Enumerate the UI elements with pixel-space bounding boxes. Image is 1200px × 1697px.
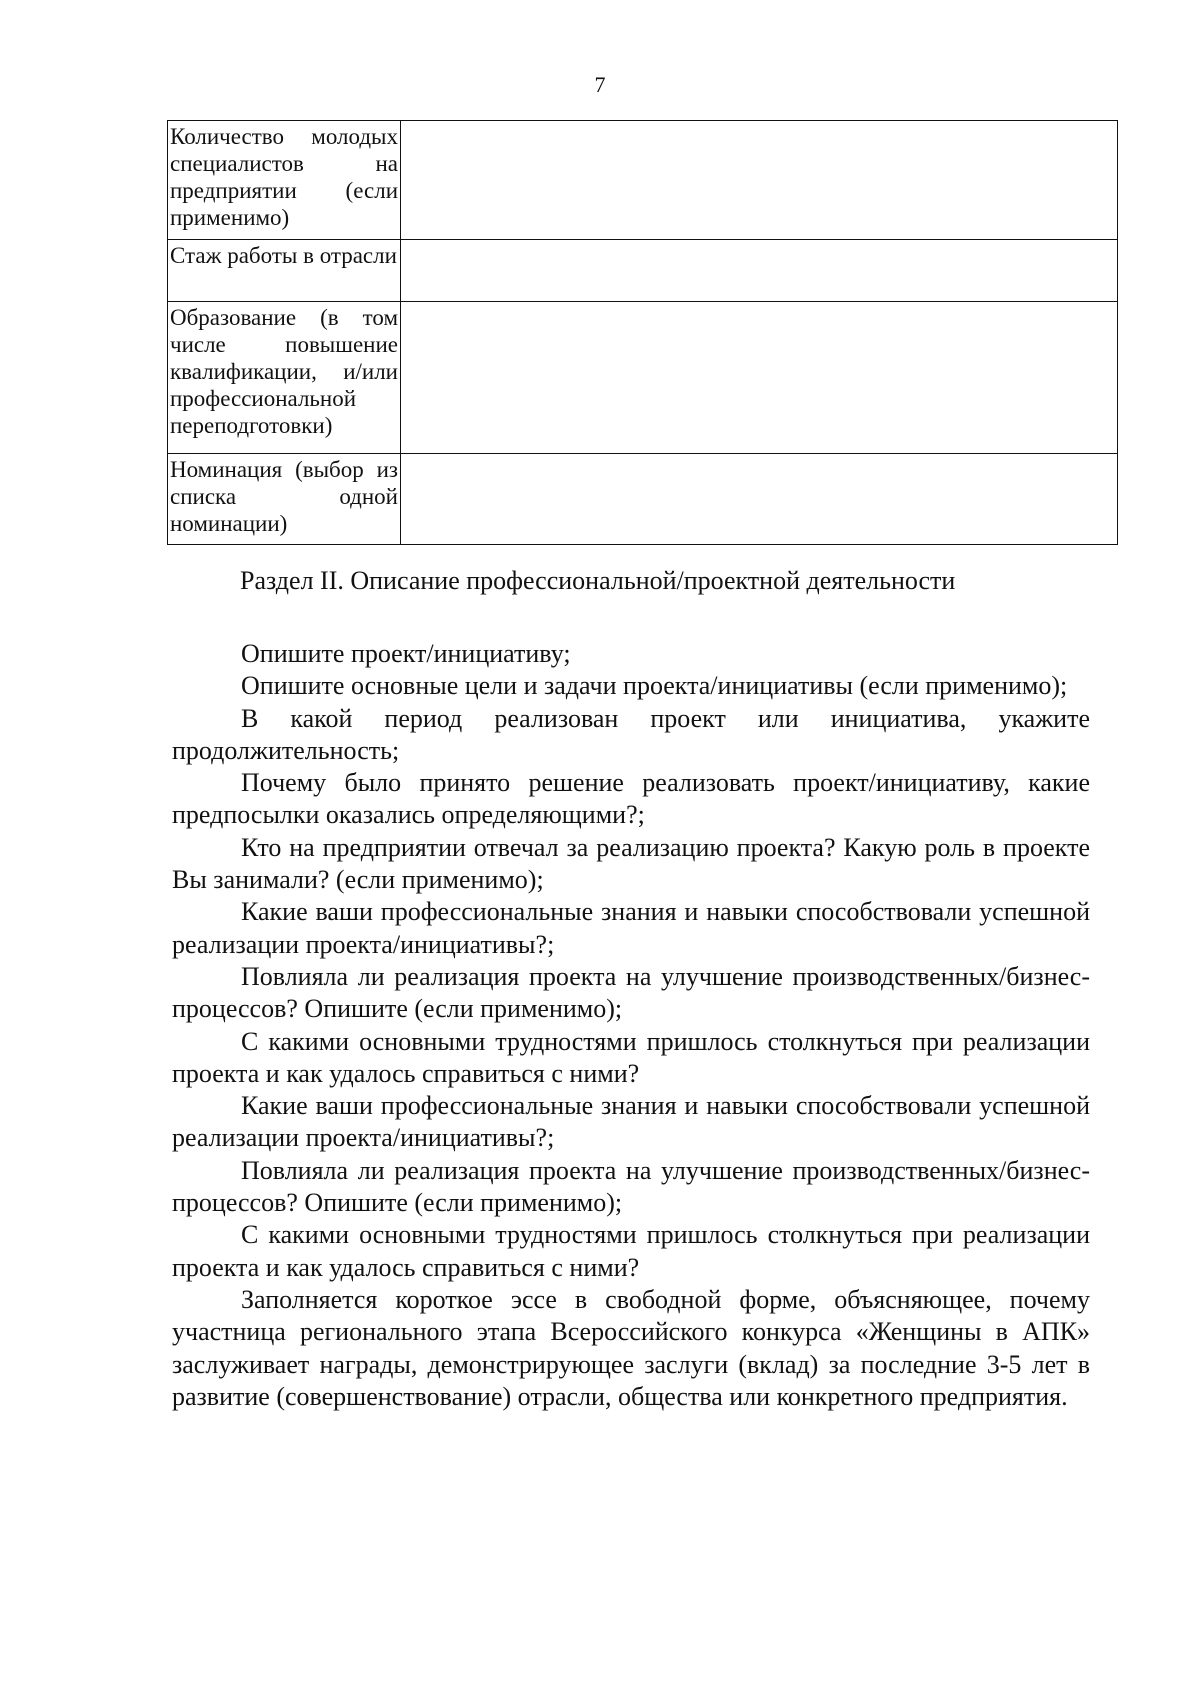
paragraph-impact-repeat: Повлияла ли реализация проекта на улучшение производственных/бизнес-процессов? Опишите (если применимо); [172,1155,1090,1218]
table-label-young-specialists: Количество молодых специалистов на предприятии (если применимо) [168,121,401,240]
paragraph-difficulties-repeat: С какими основными трудностями пришлось столкнуться при реализации проекта и как удалось справиться с ними? [172,1220,1090,1282]
paragraph-essay: Заполняется короткое эссе в свободной форме, объясняющее, почему участница регионального этапа Всероссийского конкурса «Женщины в АПК» заслуживает награды, демонстрирующее заслуги (вклад) за последние 3-5 лет в развитие (совершенствование) отрасли, общества или конкретного предприятия. [172,1284,1090,1411]
section-body [172,638,1090,1413]
paragraph-skills: Какие ваши профессиональные знания и навыки способствовали успешной реализации проекта/инициативы?; [172,897,1090,959]
table-row-education [168,302,1118,454]
table-value-experience [401,240,1118,302]
paragraph-responsible: Кто на предприятии отвечал за реализацию проекта? Какую роль в проекте Вы занимали? (если применимо); [172,832,1090,895]
table-value-young-specialists [401,121,1118,240]
paragraph-reasons: Почему было принято решение реализовать проект/инициативу, какие предпосылки оказались определяющими?; [172,768,1090,830]
table-row-young-specialists [168,121,1118,240]
table-value-education [401,302,1118,454]
paragraph-difficulties: С какими основными трудностями пришлось столкнуться при реализации проекта и как удалось справиться с ними? [172,1026,1090,1088]
table-row-nomination [168,454,1118,545]
info-table [167,120,1118,545]
paragraph-goals: Опишите основные цели и задачи проекта/инициативы (если применимо); [241,671,1068,701]
paragraph-skills-repeat: Какие ваши профессиональные знания и навыки способствовали успешной реализации проекта/инициативы?; [172,1091,1090,1153]
table-label-education: Образование (в том числе повышение квалификации, и/или профессиональной переподготовки) [168,302,401,454]
table-label-experience: Стаж работы в отрасли [168,240,401,302]
table-row-experience [168,240,1118,302]
table-label-nomination: Номинация (выбор из списка одной номинации) [168,454,401,545]
paragraph-impact: Повлияла ли реализация проекта на улучшение производственных/бизнес-процессов? Опишите (если применимо); [172,961,1090,1024]
table-value-nomination [401,454,1118,545]
paragraph-describe-project: Опишите проект/инициативу; [241,639,571,668]
section-title: Раздел II. Описание профессиональной/проектной деятельности [240,566,956,595]
paragraph-period: В какой период реализован проект или инициатива, укажите продолжительность; [172,703,1090,765]
page-number: 7 [594,72,606,97]
